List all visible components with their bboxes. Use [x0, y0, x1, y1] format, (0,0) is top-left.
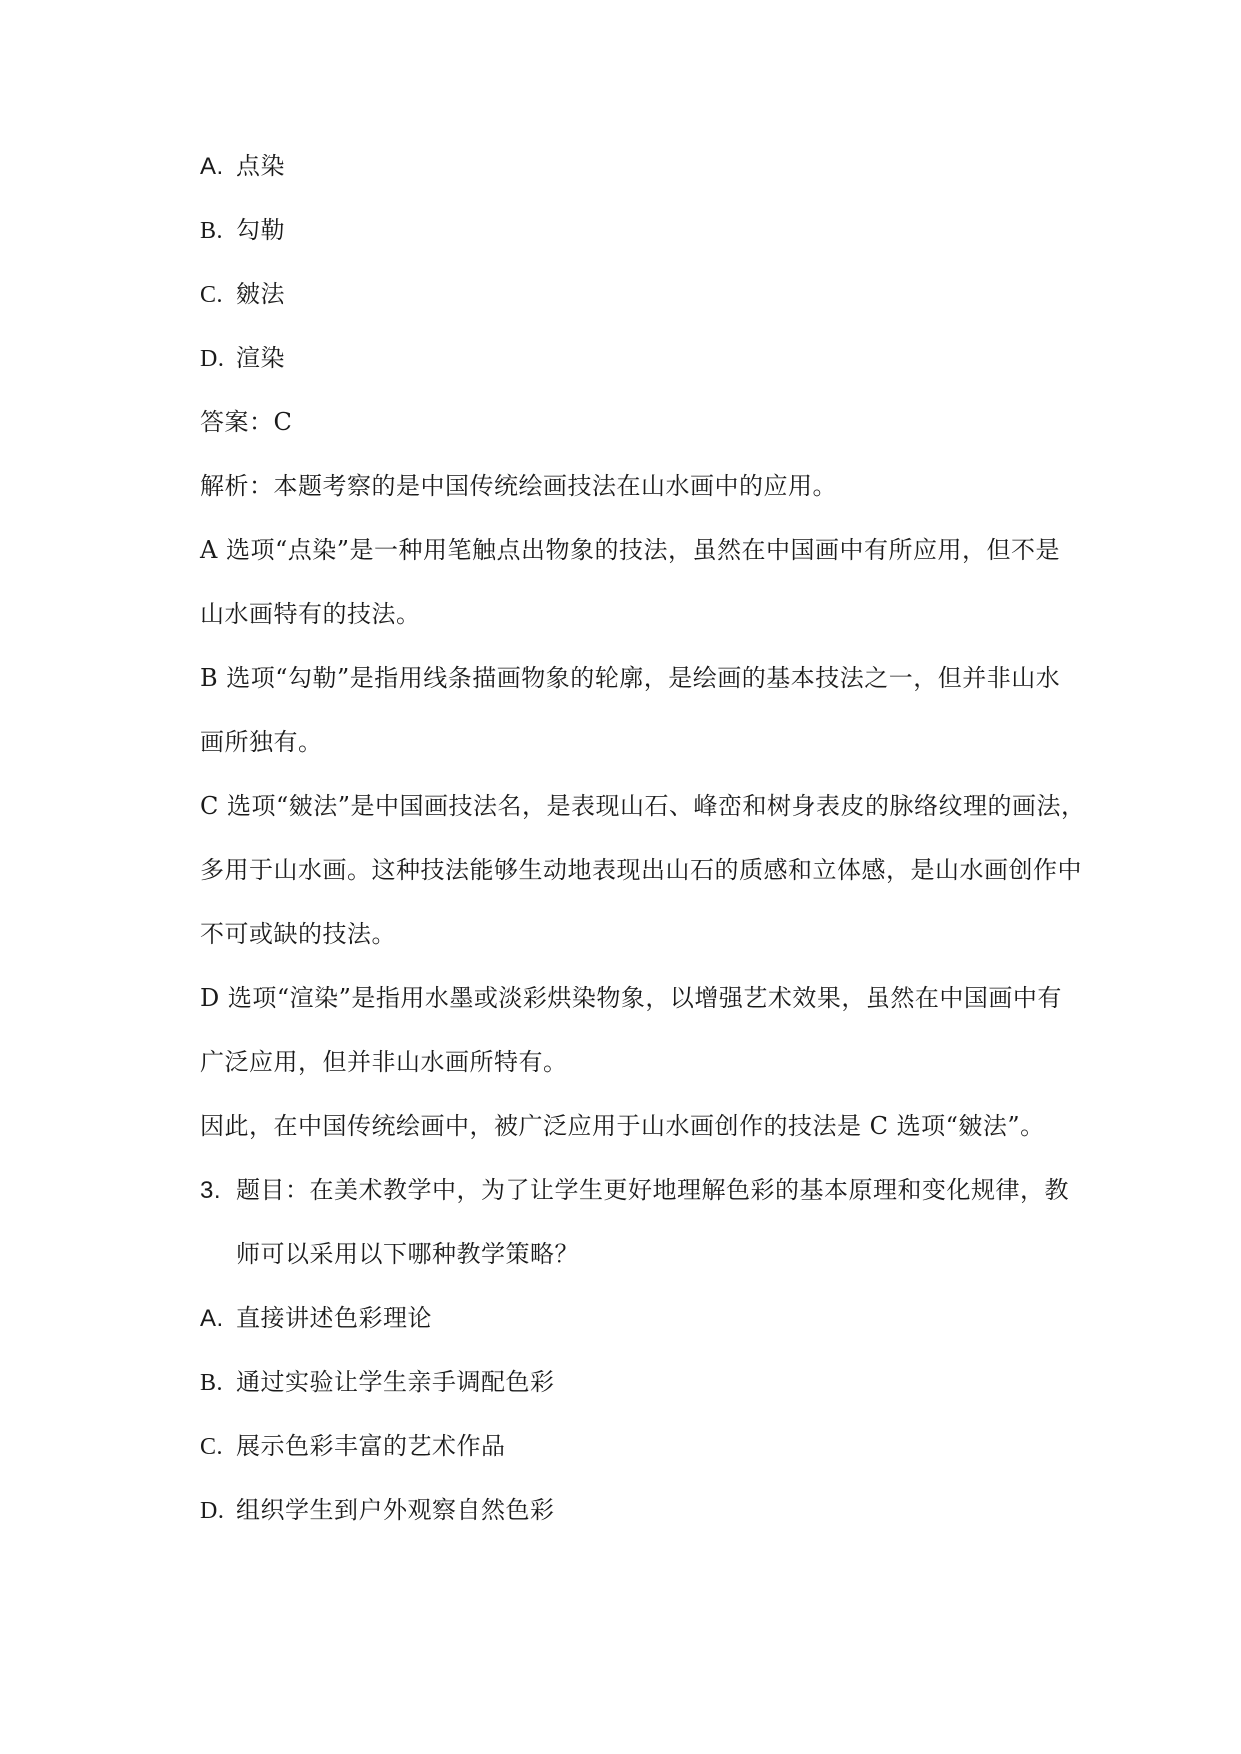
- option-text: 直接讲述色彩理论: [236, 1304, 432, 1332]
- analysis-line: A 选项“点染”是一种用笔触点出物象的技法，虽然在中国画中有所应用，但不是: [200, 536, 1060, 564]
- option-letter: D.: [200, 346, 225, 372]
- q3-option-a: [200, 1302, 1100, 1335]
- option-text: 通过实验让学生亲手调配色彩: [236, 1368, 555, 1396]
- analysis-line: C 选项“皴法”是中国画技法名，是表现山石、峰峦和树身表皮的脉络纹理的画法，: [200, 792, 1086, 820]
- q2-option-b: [200, 214, 1100, 247]
- option-text: 勾勒: [236, 216, 285, 244]
- q3-option-d: [200, 1494, 1100, 1527]
- analysis-line: 画所独有。: [200, 728, 323, 756]
- analysis-line: 不可或缺的技法。: [200, 920, 396, 948]
- analysis-line: 广泛应用，但并非山水画所特有。: [200, 1048, 568, 1076]
- option-letter: B.: [200, 1370, 224, 1396]
- option-text: 点染: [236, 152, 285, 180]
- q2-option-d: [200, 342, 1100, 375]
- q2-option-a: [200, 150, 1100, 183]
- analysis-line: 山水画特有的技法。: [200, 600, 421, 628]
- option-letter: D.: [200, 1498, 225, 1524]
- option-letter: A.: [200, 1305, 224, 1332]
- q2-option-c: [200, 278, 1100, 311]
- option-text: 组织学生到户外观察自然色彩: [236, 1496, 555, 1524]
- option-text: 皴法: [236, 280, 285, 308]
- q3-option-c: [200, 1430, 1100, 1463]
- q2-answer: 答案：C: [200, 408, 293, 436]
- option-letter: C.: [200, 282, 224, 308]
- analysis-line: B 选项“勾勒”是指用线条描画物象的轮廓，是绘画的基本技法之一，但并非山水: [200, 664, 1061, 692]
- q3-question-line-2: 师可以采用以下哪种教学策略？: [236, 1240, 579, 1268]
- option-letter: C.: [200, 1434, 224, 1460]
- question-number: 3.: [200, 1177, 222, 1204]
- question-text: 题目：在美术教学中，为了让学生更好地理解色彩的基本原理和变化规律，教: [236, 1176, 1069, 1204]
- q3-option-b: [200, 1366, 1100, 1399]
- analysis-line: 解析：本题考察的是中国传统绘画技法在山水画中的应用。: [200, 472, 837, 500]
- option-text: 展示色彩丰富的艺术作品: [236, 1432, 506, 1460]
- analysis-line: 多用于山水画。这种技法能够生动地表现出山石的质感和立体感，是山水画创作中: [200, 856, 1082, 884]
- analysis-line: 因此，在中国传统绘画中，被广泛应用于山水画创作的技法是 C 选项“皴法”。: [200, 1112, 1045, 1140]
- option-letter: A.: [200, 153, 224, 180]
- option-letter: B.: [200, 218, 224, 244]
- analysis-line: D 选项“渲染”是指用水墨或淡彩烘染物象，以增强艺术效果，虽然在中国画中有: [200, 984, 1062, 1012]
- option-text: 渲染: [236, 344, 285, 372]
- q3-question-line-1: [200, 1174, 1100, 1207]
